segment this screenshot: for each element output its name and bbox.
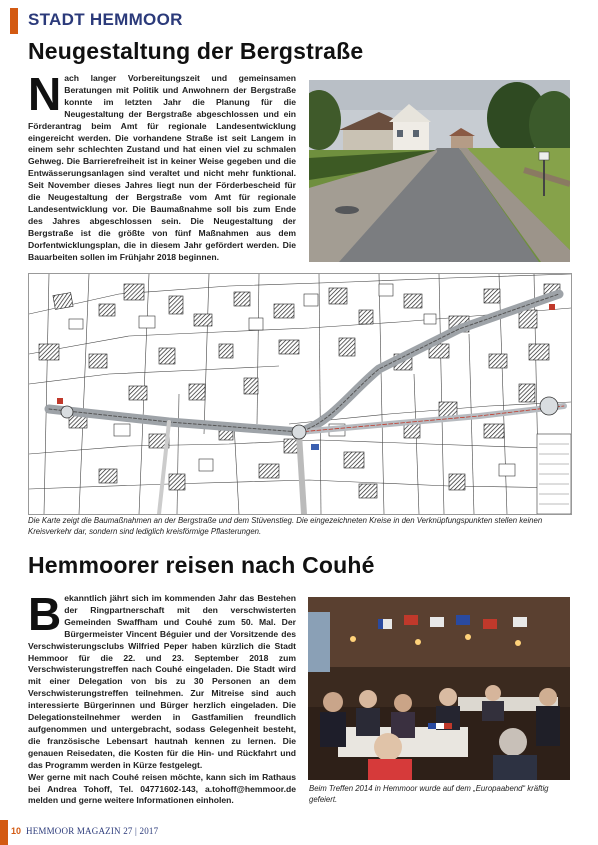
map-caption: Die Karte zeigt die Baumaßnahmen an der Bergstraße und dem Stüvenstieg. Die eingezeichneten Kreise in den Verknüpfungspunkten stellen keinen Kreisverkehr dar, sondern sind lediglich kreisförmige Pflasterungen.	[28, 516, 543, 536]
page-number: 10	[11, 826, 22, 836]
article-2-body	[28, 593, 296, 811]
construction-site-map	[28, 273, 572, 515]
article-1-dropcap: N	[28, 73, 62, 120]
section-label: STADT HEMMOOR	[28, 10, 183, 29]
europe-evening-photo	[308, 597, 570, 780]
photo-caption: Beim Treffen 2014 in Hemmoor wurde auf dem „Europaabend“ kräftig gefeiert.	[309, 784, 549, 804]
section-accent-bar	[10, 8, 18, 34]
article-1-paragraph: ach langer Vorbereitungszeit und gemeinsamen Beratungen mit Politik und Anwohnern der Bergstraße konnte im letzten Jahr die Planung für die Neugestaltung der Bergstraße abgeschlossen und ein Förderantrag beim Amt für regionale Landesentwicklung eingereicht werden. Die vorhandene Straße ist seit Langem in einem sehr schlechten Zustand und hat einen viel zu schmalen Gehweg. Die Barrierefreiheit ist in keiner Weise gegeben und die Entwässerungsanlagen sind veraltet und nicht mehr funktional. Seit November dieses Jahres liegt nun der Förderbescheid für die Neugestaltung der Bergstraße vom Amt für regionale Landesentwicklung vor. Die Baumaßnahme soll bis zum Ende des Jahres abgeschlossen sein. Die Neugestaltung der Bergstraße ist die größte von fünf Maßnahmen aus dem Dorfentwicklungsplan, die in diesem Jahr gefördert werden. Die Bauarbeiten sollen im Frühjahr 2018 beginnen.	[28, 73, 296, 262]
article-2-dropcap: B	[28, 593, 62, 640]
footer-accent-bar	[0, 820, 8, 845]
magazine-name: HEMMOOR MAGAZIN 27 | 2017	[26, 826, 159, 836]
article-2-headline: Hemmoorer reisen nach Couhé	[28, 552, 375, 578]
article-1-body	[28, 73, 296, 273]
article-1-headline: Neugestaltung der Bergstraße	[28, 38, 364, 64]
street-photo	[309, 80, 570, 262]
article-2-paragraph: ekanntlich jährt sich im kommenden Jahr das Bestehen der Ringpartnerschaft mit den verschwisterten Gemeinden Swaffham und Couhé zum 50. Mal. Der Bürgermeister Vincent Béguier und der Vorsitzende des Verschwisterungsclubs Wilfried Peper haben kürzlich die Stadt Hemmoor für die 22. und 23. September 2018 zum Verschwisterungstreffen nach Couhé eingeladen. Die Stadt wird mit einer Delegation von bis zu 30 Personen an dem Verschwisterungstreffen teilnehmen. Zur Mitreise sind auch interessierte Bürgerinnen und Bürger herzlich eingeladen. Die Delegationsteilnehmer werden in Gastfamilien freundlich aufgenommen und untergebracht, sodass Gelegenheit besteht, die französische Lebensart hautnah kennen zu lernen. Die genauen Reisedaten, die Kosten für die Hin- und Rückfahrt und das Programm werden in Kürze festgelegt.	[28, 593, 296, 770]
article-2-contact-paragraph: Wer gerne mit nach Couhé reisen möchte, kann sich im Rathaus bei Andrea Tohoff, Tel. 04771602-143, a.tohoff@hemmoor.de melden und gerne weitere Informationen einholen.	[28, 771, 296, 806]
